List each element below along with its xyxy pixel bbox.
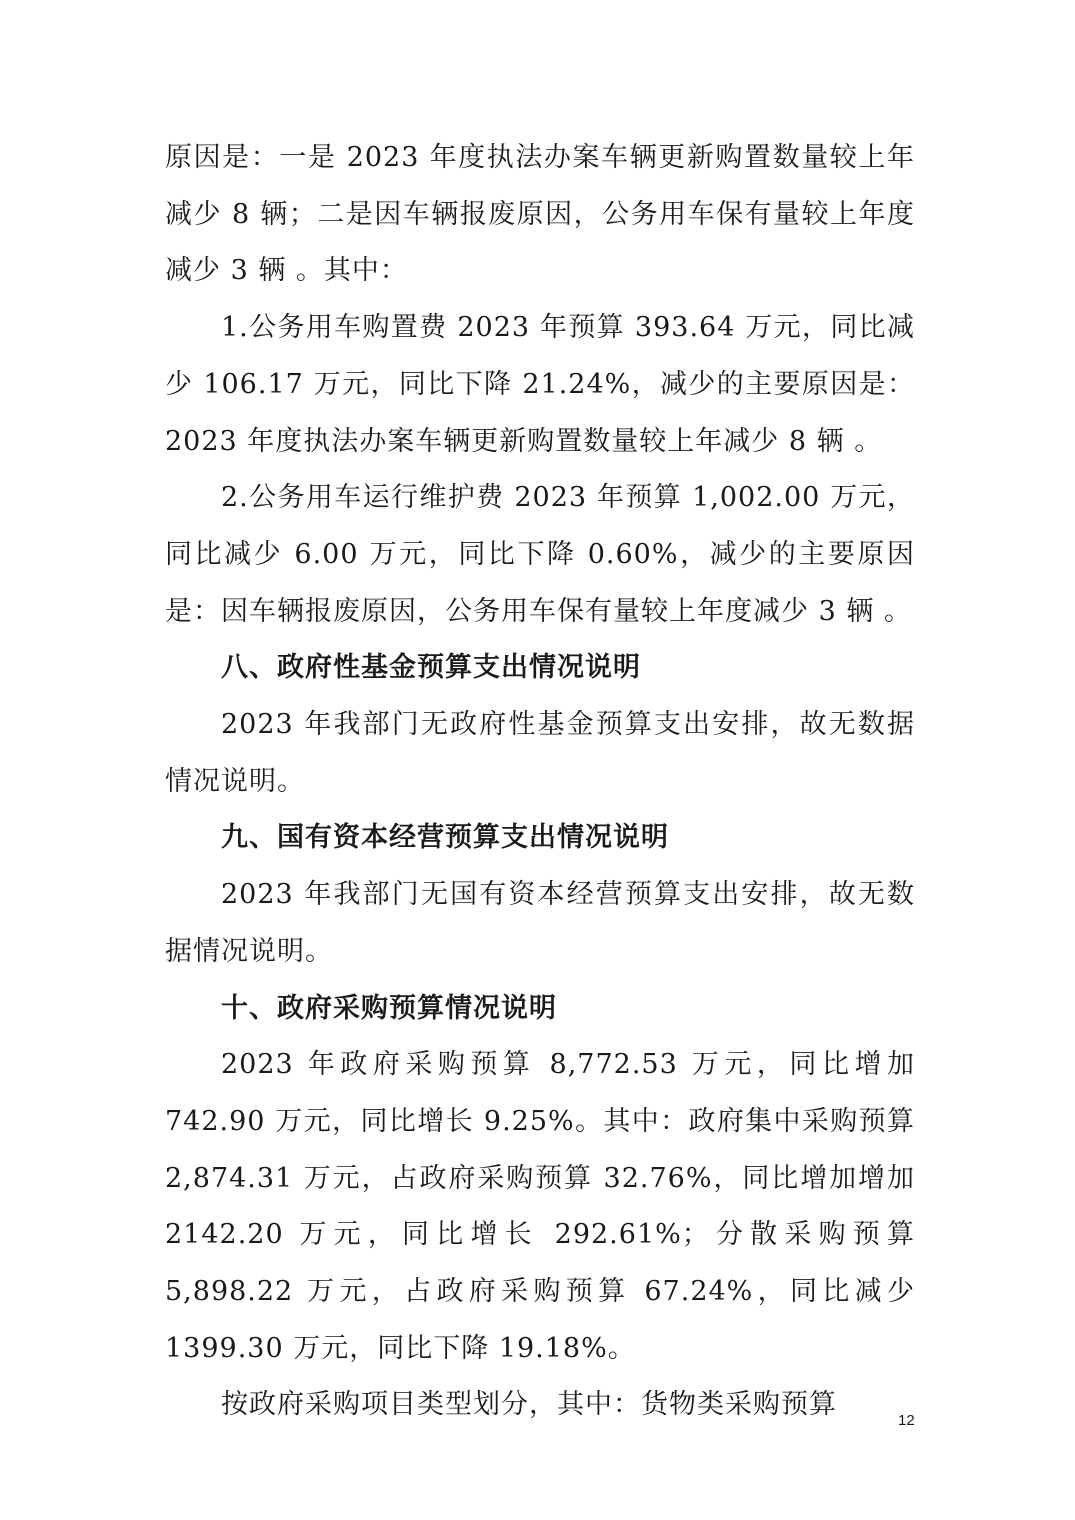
paragraph-procurement-type: 按政府采购项目类型划分，其中：货物类采购预算 xyxy=(221,1389,837,1421)
page-number: 12 xyxy=(898,1412,915,1429)
paragraph-government-fund: 2023 年我部门无政府性基金预算支出安排，故无数据情况说明。 xyxy=(165,709,915,797)
section-heading-state-capital: 九、国有资本经营预算支出情况说明 xyxy=(221,822,669,854)
paragraph-vehicle-maintenance: 2.公务用车运行维护费 2023 年预算 1,002.00 万元，同比减少 6.00 万元，同比下降 0.60%，减少的主要原因是：因车辆报废原因，公务用车保有量较上年度减少 3 辆 。 xyxy=(165,482,915,627)
section-heading-government-fund: 八、政府性基金预算支出情况说明 xyxy=(221,652,641,684)
paragraph-vehicle-purchase: 1.公务用车购置费 2023 年预算 393.64 万元，同比减少 106.17 万元，同比下降 21.24%，减少的主要原因是：2023 年度执法办案车辆更新购置数量较上年减少 8 辆 。 xyxy=(165,312,915,457)
section-heading-procurement: 十、政府采购预算情况说明 xyxy=(221,992,557,1024)
paragraph-state-capital: 2023 年我部门无国有资本经营预算支出安排，故无数据情况说明。 xyxy=(165,879,915,967)
document-page xyxy=(165,130,915,1434)
paragraph-procurement: 2023 年政府采购预算 8,772.53 万元，同比增加 742.90 万元，同比增长 9.25%。其中：政府集中采购预算 2,874.31 万元，占政府采购预算 32.76%，同比增加增加 2142.20 万元，同比增长 292.61%；分散采购预算 5,898.22 万元，占政府采购预算 67.24%，同比减少 1399.30 万元，同比下降 19.18%。 xyxy=(165,1049,915,1364)
paragraph-vehicle-reasons: 原因是：一是 2023 年度执法办案车辆更新购置数量较上年减少 8 辆；二是因车辆报废原因，公务用车保有量较上年度减少 3 辆 。其中： xyxy=(165,142,915,287)
